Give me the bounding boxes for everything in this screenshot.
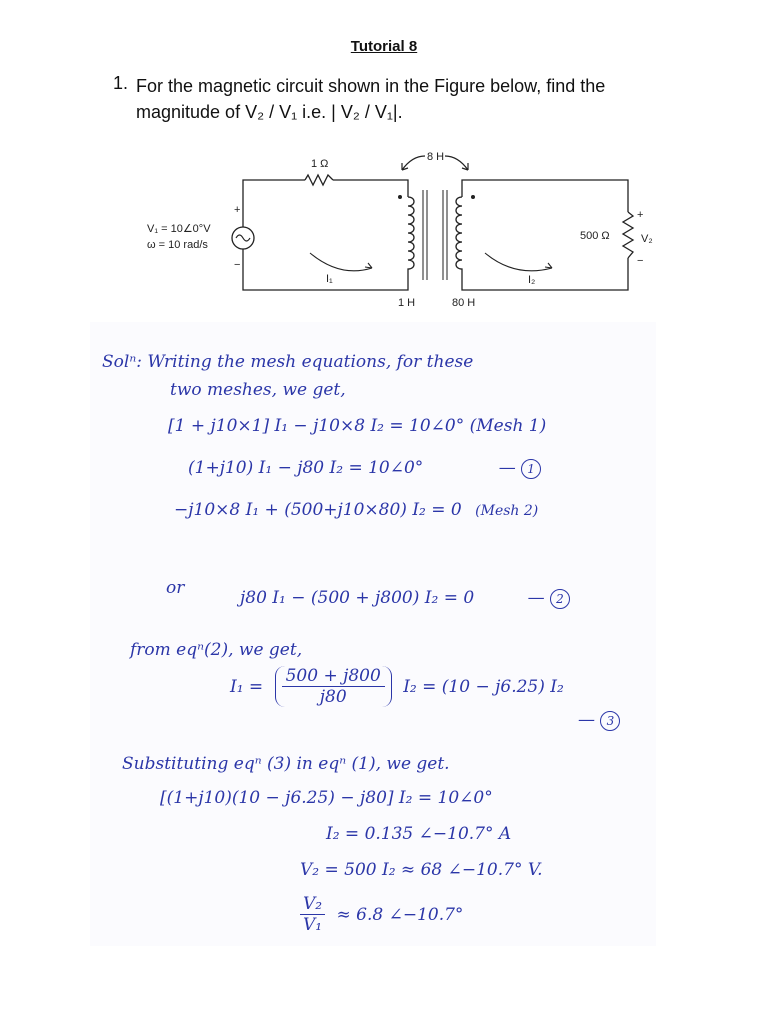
resistor-label: 1 Ω [311,158,329,170]
current-1-arrow-icon [310,253,372,271]
solution-line: Solⁿ: Writing the mesh equations, for these [102,352,474,372]
solution-line: two meshes, we get, [170,380,346,400]
current-2-arrow-icon [485,253,552,271]
page-title: Tutorial 8 [350,38,418,55]
v2-label: V₂ [641,233,653,245]
inductor-1-label: 1 H [398,297,416,309]
solution-line: [(1+j10)(10 − j6.25) − j80] I₂ = 10∠0° [160,788,493,808]
question-line-1: For the magnetic circuit shown in the Figure below, find the [136,76,606,96]
inductor-1-icon [408,197,414,275]
v2-minus: − [637,255,644,267]
solution-line: I₁ = $\frac{500 + j800}{j80}$ I₂ = (10 − j6.25) I₂ [230,666,564,707]
mesh-2-equation: −j10×8 I₁ + (500+j10×80) I₂ = 0 [174,500,462,520]
solution-line: or [166,578,185,598]
v2-plus: + [637,209,644,221]
question-number: 1. [113,73,129,93]
load-label: 500 Ω [580,230,610,242]
inductor-2-icon [456,197,462,275]
resistor-500ohm [623,212,633,258]
resistor-1ohm [305,175,333,185]
left-mesh-wire [243,180,305,228]
solution-line: V₂ = 500 I₂ ≈ 68 ∠−10.7° V. [300,860,543,880]
question-text [136,73,677,125]
solution-line: from eqⁿ(2), we get, [130,640,303,660]
solution-line: (1+j10) I₁ − j80 I₂ = 10∠0° — 1 [188,458,541,479]
circuit-diagram [140,150,653,315]
question-line-2: magnitude of V₂ / V₁ i.e. | V₂ / V₁|. [136,102,403,122]
inductor-2-label: 80 H [452,297,476,309]
source-voltage-label: V₁ = 10∠0°V [147,223,211,235]
equation-number: 3 [600,711,620,731]
solution-line: Substituting eqⁿ (3) in eqⁿ (1), we get. [122,754,450,774]
solution-line: −j10×8 I₁ + (500+j10×80) I₂ = 0 (Mesh 2) [174,500,539,520]
solution-line: [1 + j10×1] I₁ − j10×8 I₂ = 10∠0° (Mesh 1) [168,416,547,436]
equation-1: (1+j10) I₁ − j80 I₂ = 10∠0° [188,458,424,478]
mutual-inductance-label: 8 H [427,151,445,163]
source-frequency-label: ω = 10 rad/s [147,239,208,251]
solution-line: $\frac{\text{V₂}}{\text{V₁}}$ ≈ 6.8 ∠−10.7° [300,894,463,935]
solution-line: — 3 [578,710,620,731]
solution-line: j80 I₁ − (500 + j800) I₂ = 0 — 2 [240,588,570,609]
current-1-label: I₁ [326,273,333,285]
right-mesh-wire [462,180,628,212]
equation-number: 1 [521,459,541,479]
equation-2: j80 I₁ − (500 + j800) I₂ = 0 [240,588,475,608]
source-plus: + [234,204,241,216]
handwritten-solution [90,322,656,946]
source-minus: − [234,259,241,271]
equation-number: 2 [550,589,570,609]
solution-line: I₂ = 0.135 ∠−10.7° A [326,824,512,844]
current-2-label: I₂ [528,274,536,286]
